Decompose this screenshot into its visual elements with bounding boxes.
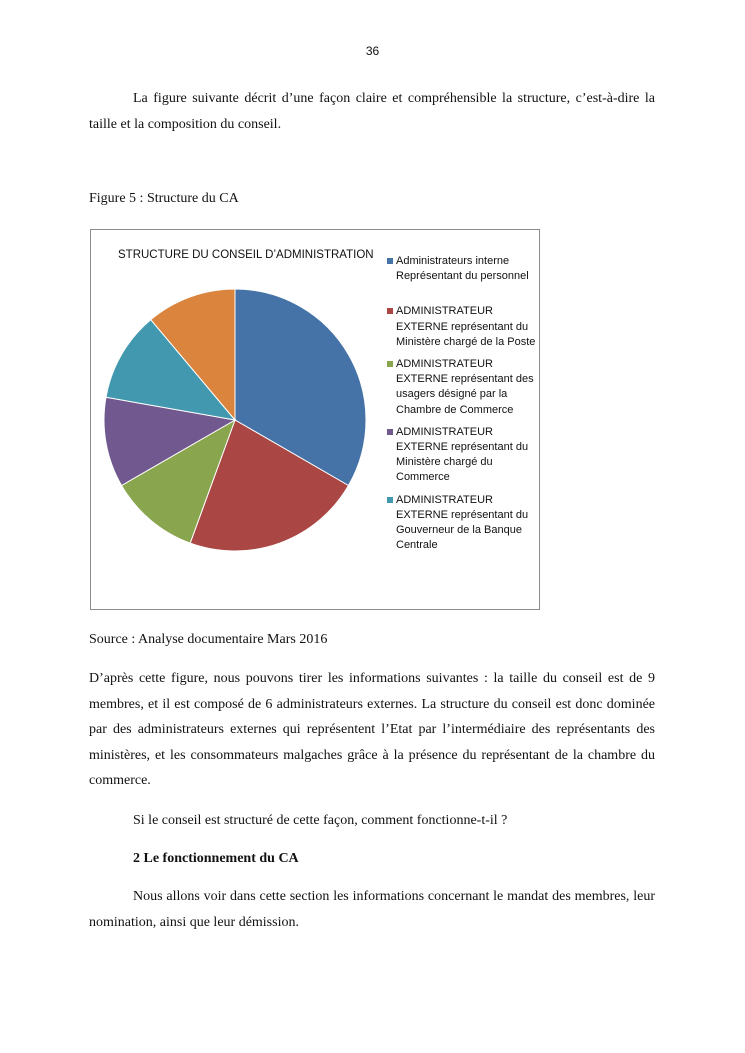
legend-item <box>387 304 537 350</box>
intro-paragraph: La figure suivante décrit d’une façon claire et compréhensible la structure, c’est-à-dire la taille et la composition du conseil. <box>89 91 655 132</box>
legend-swatch <box>387 361 393 367</box>
figure-source: Source : Analyse documentaire Mars 2016 <box>89 632 328 647</box>
section-heading: 2 Le fonctionnement du CA <box>133 851 299 866</box>
chart-title: STRUCTURE DU CONSEIL D’ADMINISTRATION <box>118 249 374 261</box>
figure-caption: Figure 5 : Structure du CA <box>89 191 239 206</box>
question-paragraph: Si le conseil est structuré de cette façon, comment fonctionne-t-il ? <box>133 813 508 828</box>
legend-swatch <box>387 497 393 503</box>
legend-label: Administrateurs interne Représentant du personnel <box>396 255 529 283</box>
page-number: 36 <box>365 44 380 58</box>
legend-swatch <box>387 429 393 435</box>
legend-item <box>387 493 537 554</box>
legend-swatch <box>387 308 393 314</box>
legend-label: ADMINISTRATEUR EXTERNE représentant du Ministère chargé de la Poste <box>396 305 536 348</box>
legend-item <box>387 425 537 486</box>
legend-swatch <box>387 258 393 264</box>
legend-label: ADMINISTRATEUR EXTERNE représentant du Ministère chargé du Commerce <box>396 425 529 484</box>
legend-label: ADMINISTRATEUR EXTERNE représentant des usagers désigné par la Chambre de Commerce <box>396 358 534 416</box>
legend-item <box>387 254 537 284</box>
legend-item <box>387 357 537 418</box>
legend-label: ADMINISTRATEUR EXTERNE représentant du Gouverneur de la Banque Centrale <box>396 493 529 552</box>
chart-legend <box>387 254 537 560</box>
section-intro-paragraph: Nous allons voir dans cette section les informations concernant le mandat des membres, leur nomination, ainsi que leur démission. <box>89 889 655 930</box>
analysis-paragraph: D’après cette figure, nous pouvons tirer les informations suivantes : la taille du conseil est de 9 membres, et il est composé de 6 administrateurs externes. La structure du conseil est donc dominée par des administrateurs externes qui représentent l’Etat par l’intermédiaire des représentants des ministères, et les consommateurs malgaches grâce à la présence du représentant de la chambre du commerce. <box>89 671 655 789</box>
pie-chart <box>90 229 540 610</box>
